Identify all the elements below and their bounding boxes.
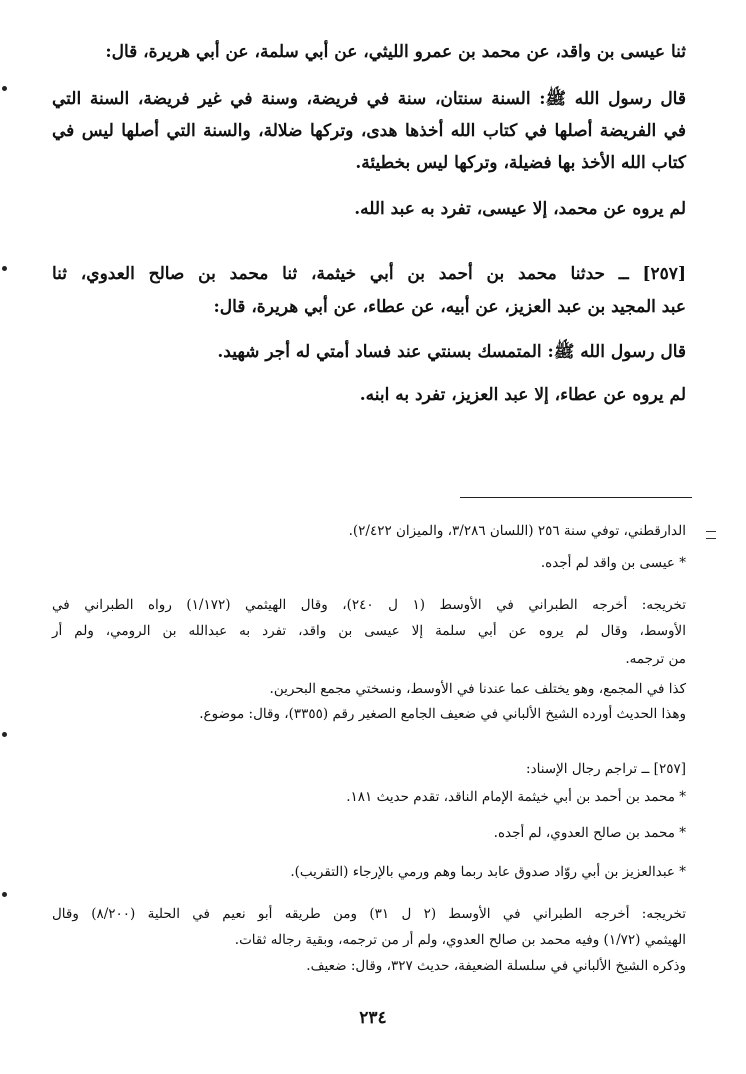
main-text-line: لم يروه عن محمد، إلا عيسى، تفرد به عبد الله.	[354, 199, 686, 219]
footnote-line: الأوسط، وقال لم يروه عن أبي سلمة إلا عيسى بن واقد، تفرد به عبدالله بن الرومي، ولم أر	[52, 623, 686, 639]
main-text-line: ثنا عيسى بن واقد، عن محمد بن عمرو الليثي، عن أبي سلمة، عن أبي هريرة، قال:	[105, 42, 686, 62]
margin-mark	[2, 266, 7, 271]
main-text-line: عبد المجيد بن عبد العزيز، عن أبيه، عن عطاء، عن أبي هريرة، قال:	[213, 297, 686, 317]
main-text-line: لم يروه عن عطاء، إلا عبد العزيز، تفرد به ابنه.	[359, 385, 686, 405]
footnote-line: وهذا الحديث أورده الشيخ الألباني في ضعيف الجامع الصغير رقم (٣٣٥٥)، وقال: موضوع.	[199, 706, 686, 722]
margin-mark	[2, 86, 7, 91]
footnote-line: كذا في المجمع، وهو يختلف عما عندنا في الأوسط، ونسختي مجمع البحرين.	[269, 681, 686, 697]
footnote-line: [٢٥٧] ــ تراجم رجال الإسناد:	[526, 761, 686, 777]
page-number: ٢٣٤	[359, 1008, 387, 1028]
footnote-line: * محمد بن أحمد بن أبي خيثمة الإمام الناقد، تقدم حديث ١٨١.	[346, 789, 686, 805]
margin-mark	[2, 732, 7, 737]
footnote-line: * محمد بن صالح العدوي، لم أجده.	[493, 825, 686, 841]
footnote-line: * عبدالعزيز بن أبي روّاد صدوق عابد ربما وهم ورمي بالإرجاء (التقريب).	[290, 864, 686, 880]
footnote-line: الدارقطني، توفي سنة ٢٥٦ (اللسان ٣/٢٨٦، والميزان ٢/٤٢٢).	[348, 523, 686, 539]
footnote-line: الهيثمي (١/٧٢) وفيه محمد بن صالح العدوي، ولم أر من ترجمه، وبقية رجاله ثقات.	[234, 932, 686, 948]
main-text-line: في الفريضة أصلها في كتاب الله أخذها هدى، وتركها ضلالة، والسنة التي أصلها ليس في	[52, 121, 686, 141]
footnote-line: وذكره الشيخ الألباني في سلسلة الضعيفة، حديث ٣٢٧، وقال: ضعيف.	[306, 958, 686, 974]
main-text-line: قال رسول الله ﷺ: السنة سنتان، سنة في فريضة، وسنة في غير فريضة، السنة التي	[52, 89, 686, 109]
footnote-line: تخريجه: أخرجه الطبراني في الأوسط (١ ل ٢٤٠)، وقال الهيثمي (١/١٧٢) رواه الطبراني في	[52, 597, 686, 613]
margin-mark	[706, 531, 716, 539]
main-text-line: قال رسول الله ﷺ: المتمسك بسنتي عند فساد أمتي له أجر شهيد.	[217, 342, 686, 362]
main-text-line: كتاب الله الأخذ بها فضيلة، وتركها ليس بخطيئة.	[355, 153, 686, 173]
footnote-line: * عيسى بن واقد لم أجده.	[540, 555, 686, 571]
footnote-separator	[460, 497, 692, 498]
footnote-line: من ترجمه.	[625, 651, 686, 667]
margin-mark	[2, 892, 7, 897]
hadith-number-line: [٢٥٧] ــ حدثنا محمد بن أحمد بن أبي خيثمة، ثنا محمد بن صالح العدوي، ثنا	[52, 264, 686, 284]
footnote-line: تخريجه: أخرجه الطبراني في الأوسط (٢ ل ٣١) ومن طريقه أبو نعيم في الحلية (٨/٢٠٠) وقال	[52, 906, 686, 922]
